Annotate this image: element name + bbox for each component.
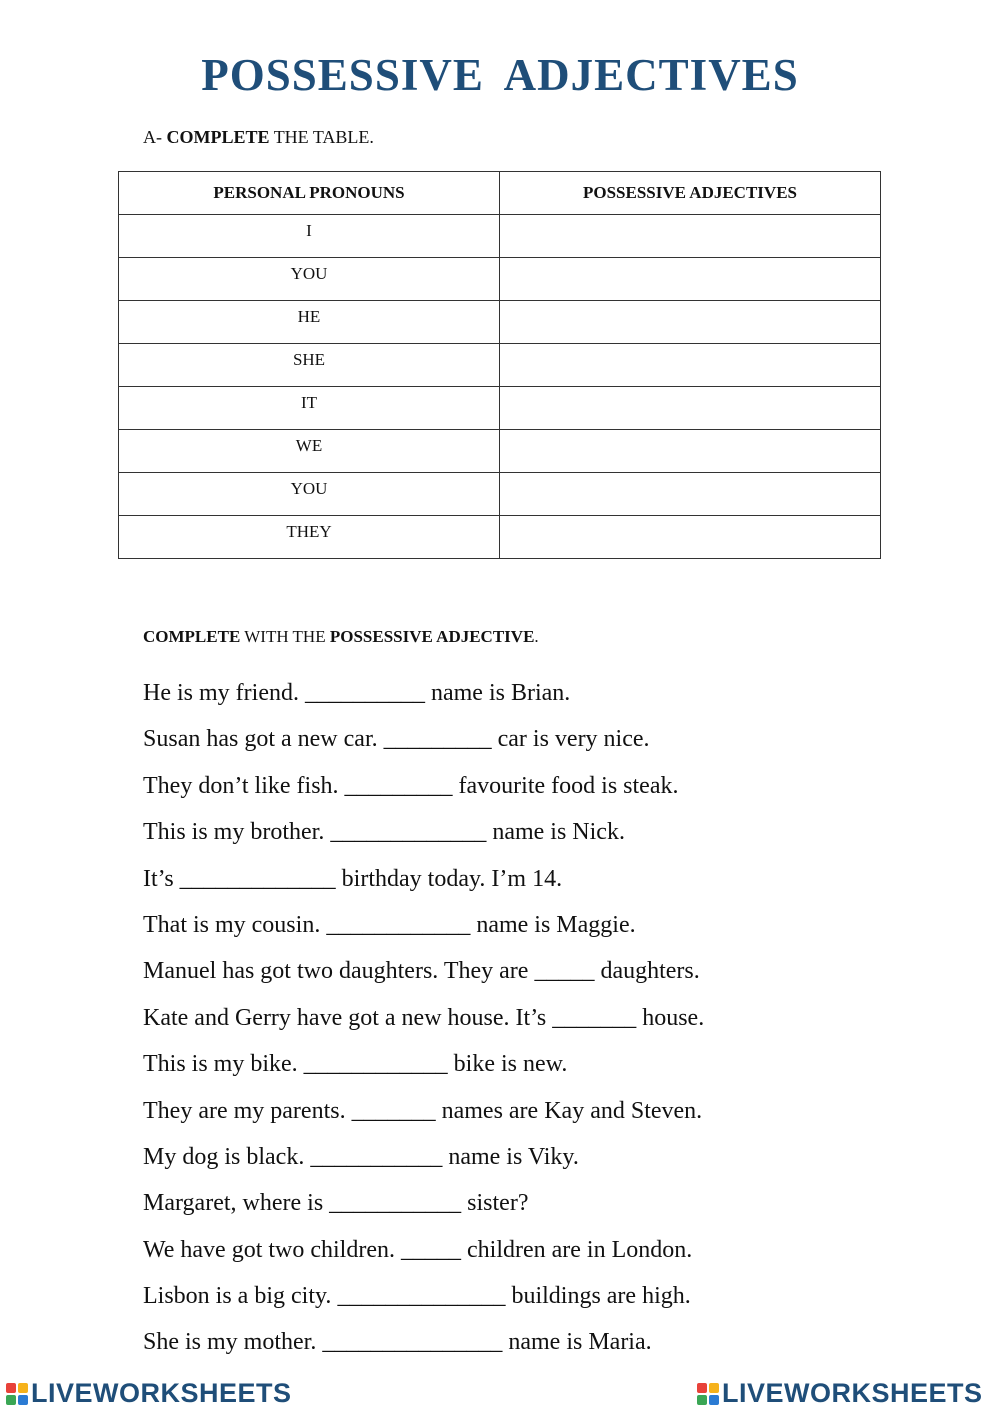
sentence-after: name is Maria. <box>508 1329 652 1356</box>
answer-cell[interactable] <box>500 387 881 430</box>
sentence-after: name is Nick. <box>492 819 625 846</box>
sentence-before: They are my parents. <box>143 1097 346 1124</box>
footer-brand-left: LIVEWORKSHEETS <box>31 1378 292 1408</box>
sentence-after: daughters. <box>600 958 700 985</box>
sentence-item <box>143 1180 704 1226</box>
sentence-list <box>143 670 704 1366</box>
answer-cell[interactable] <box>500 301 881 344</box>
sentence-after: house. <box>642 1004 705 1031</box>
sentence-item <box>143 1088 704 1134</box>
answer-blank[interactable]: _______ <box>552 1004 637 1031</box>
sentence-before: It’s <box>143 865 174 892</box>
table-row <box>119 258 881 301</box>
sentence-item <box>143 763 704 809</box>
section-a-bold: COMPLETE <box>166 127 270 147</box>
sentence-before: My dog is black. <box>143 1143 305 1170</box>
answer-blank[interactable]: __________ <box>304 680 425 706</box>
pronoun-cell: I <box>119 215 500 258</box>
sentence-item <box>143 948 704 994</box>
sentence-item <box>143 809 704 855</box>
section-b-bold1: COMPLETE <box>143 627 241 646</box>
answer-blank[interactable]: ___________ <box>310 1143 443 1170</box>
pronoun-cell: YOU <box>119 473 500 516</box>
table-row <box>119 516 881 559</box>
sentence-before: Susan has got a new car. <box>143 726 378 753</box>
answer-blank[interactable]: _________ <box>383 726 492 753</box>
sentence-before: She is my mother. <box>143 1329 317 1356</box>
section-b-end: . <box>534 627 539 646</box>
sentence-before: Margaret, where is <box>143 1190 324 1217</box>
sentence-after: children are in London. <box>467 1236 693 1263</box>
answer-blank[interactable]: _____________ <box>179 865 336 892</box>
sentence-item <box>143 902 704 948</box>
pronoun-cell: IT <box>119 387 500 430</box>
answer-blank[interactable]: _______________ <box>322 1329 503 1356</box>
sentence-before: Kate and Gerry have got a new house. It’s <box>143 1004 547 1031</box>
page-title: POSSESSIVE ADJECTIVES <box>201 50 799 100</box>
sentence-item <box>143 1134 704 1180</box>
section-b-instruction <box>143 626 539 648</box>
answer-blank[interactable]: _____________ <box>330 819 487 846</box>
sentence-item <box>143 1273 704 1319</box>
sentence-before: Lisbon is a big city. <box>143 1283 332 1310</box>
section-b-bold2: POSSESSIVE ADJECTIVE <box>329 627 535 646</box>
table-row <box>119 215 881 258</box>
pronoun-cell: THEY <box>119 516 500 559</box>
section-a-rest: THE TABLE. <box>269 127 374 147</box>
sentence-item <box>143 1041 704 1087</box>
sentence-before: We have got two children. <box>143 1236 395 1263</box>
sentence-after: name is Brian. <box>430 680 571 706</box>
sentence-after: name is Maggie. <box>476 911 636 938</box>
sentence-before: This is my brother. <box>143 819 325 846</box>
answer-blank[interactable]: ____________ <box>326 911 471 938</box>
sentence-item <box>143 1227 704 1273</box>
sentence-after: birthday today. I’m 14. <box>341 865 563 892</box>
header-possessive-adjectives: POSSESSIVE ADJECTIVES <box>500 172 881 215</box>
sentence-after: name is Viky. <box>448 1143 579 1170</box>
footer-logo-left <box>6 1378 292 1409</box>
sentence-after: names are Kay and Steven. <box>441 1097 703 1124</box>
sentence-after: bike is new. <box>453 1051 568 1078</box>
sentence-item <box>143 670 704 716</box>
header-personal-pronouns: PERSONAL PRONOUNS <box>119 172 500 215</box>
answer-cell[interactable] <box>500 215 881 258</box>
table-row <box>119 301 881 344</box>
sentence-before: He is my friend. <box>143 680 299 706</box>
answer-cell[interactable] <box>500 516 881 559</box>
sentence-item <box>143 995 704 1041</box>
sentence-after: sister? <box>467 1190 529 1217</box>
pronoun-cell: WE <box>119 430 500 473</box>
liveworksheets-logo-icon <box>697 1383 719 1405</box>
answer-blank[interactable]: _____ <box>401 1236 461 1263</box>
answer-blank[interactable]: ___________ <box>329 1190 462 1217</box>
table-row <box>119 387 881 430</box>
section-a-prefix: A- <box>143 127 167 147</box>
sentence-before: This is my bike. <box>143 1051 298 1078</box>
sentence-after: buildings are high. <box>511 1283 691 1310</box>
answer-cell[interactable] <box>500 430 881 473</box>
footer-brand-right: LIVEWORKSHEETS <box>722 1378 983 1408</box>
sentence-item <box>143 856 704 902</box>
answer-blank[interactable]: ______________ <box>337 1283 506 1310</box>
sentence-after: car is very nice. <box>497 726 650 753</box>
table-row <box>119 473 881 516</box>
pronoun-cell: HE <box>119 301 500 344</box>
answer-blank[interactable]: ____________ <box>303 1051 448 1078</box>
answer-blank[interactable]: _________ <box>344 772 453 799</box>
section-a-instruction <box>143 126 374 148</box>
sentence-before: They don’t like fish. <box>143 772 339 799</box>
liveworksheets-logo-icon <box>6 1383 28 1405</box>
answer-blank[interactable]: _____ <box>534 958 595 985</box>
pronoun-table <box>118 171 881 559</box>
pronoun-cell: SHE <box>119 344 500 387</box>
answer-cell[interactable] <box>500 344 881 387</box>
table-row <box>119 430 881 473</box>
sentence-item <box>143 716 704 762</box>
answer-blank[interactable]: _______ <box>351 1097 436 1124</box>
sentence-before: That is my cousin. <box>143 911 321 938</box>
table-header-row <box>119 172 881 215</box>
sentence-item <box>143 1319 704 1365</box>
table-row <box>119 344 881 387</box>
pronoun-cell: YOU <box>119 258 500 301</box>
answer-cell[interactable] <box>500 473 881 516</box>
sentence-before: Manuel has got two daughters. They are <box>143 958 529 985</box>
sentence-after: favourite food is steak. <box>458 772 679 799</box>
answer-cell[interactable] <box>500 258 881 301</box>
footer-logo-right <box>697 1378 983 1409</box>
section-b-mid: WITH THE <box>240 627 330 646</box>
